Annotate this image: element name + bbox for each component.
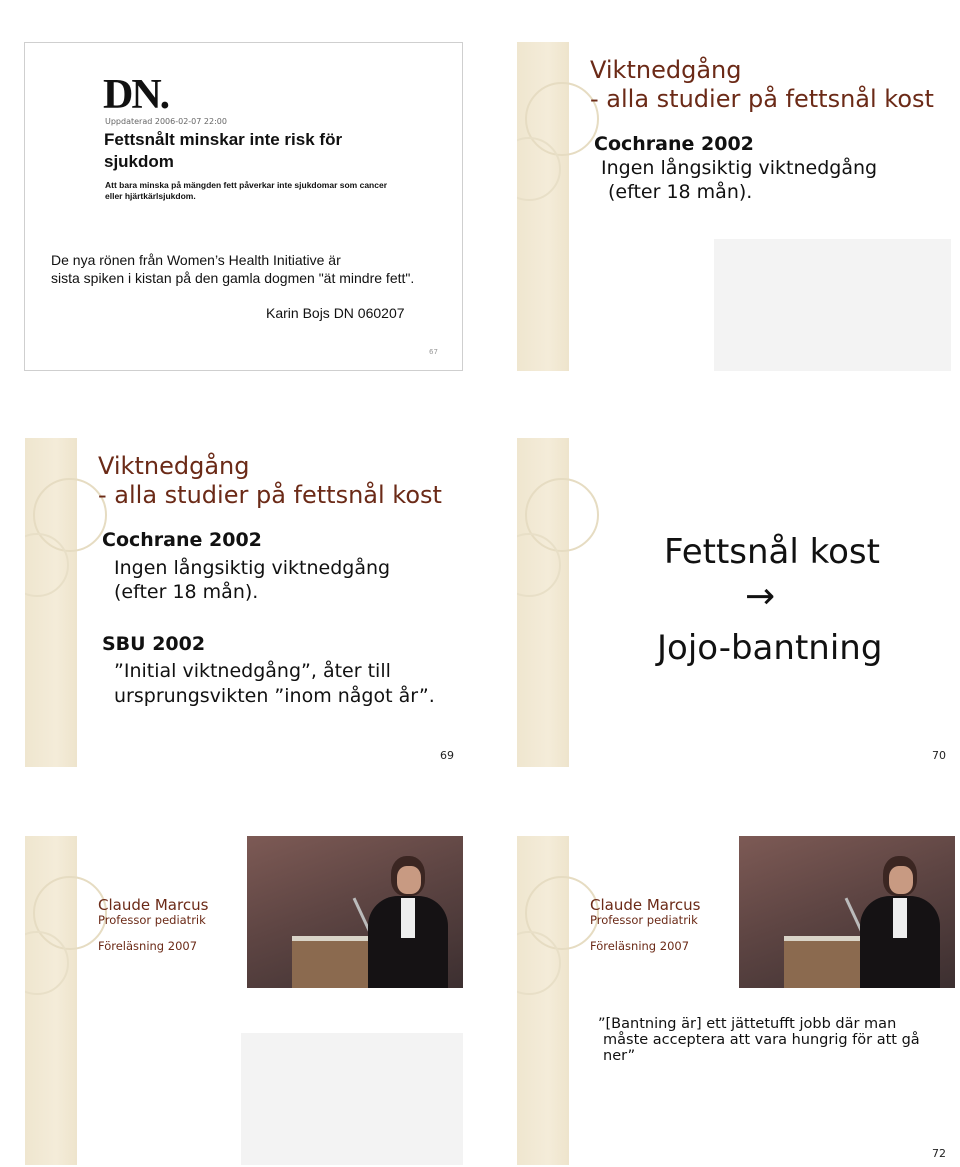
slide-title-line-2: - alla studier på fettsnål kost — [98, 481, 442, 509]
slide-body-line-2: (efter 18 mån). — [608, 181, 753, 203]
slide-body-line-1: Ingen långsiktig viktnedgång — [601, 157, 878, 179]
slide-line-1: Fettsnål kost — [664, 532, 880, 572]
slide-subhead: Cochrane 2002 — [594, 133, 754, 155]
dn-headline: Fettsnålt minskar inte risk för sjukdom — [104, 130, 343, 171]
page-number: 69 — [440, 749, 454, 762]
slide-body-2-line-2: ursprungsvikten ”inom något år”. — [114, 685, 435, 707]
speaker-photo — [739, 836, 955, 988]
speaker-event: Föreläsning 2007 — [98, 939, 198, 953]
slide-decoration — [25, 836, 77, 1165]
slide-68 — [517, 42, 955, 371]
slide-decoration — [25, 438, 77, 767]
page-number: 72 — [932, 1147, 946, 1160]
arrow-icon: → — [745, 576, 776, 617]
slide-title-line-1: Viktnedgång — [98, 452, 250, 480]
slide-title-line-1: Viktnedgång — [590, 56, 742, 84]
slide-line-2: Jojo-bantning — [657, 628, 883, 668]
slide-decoration — [517, 42, 569, 371]
quote-line-2: sista spiken i kistan på den gamla dogmen "ät mindre fett". — [51, 270, 415, 286]
slide-subhead-1: Cochrane 2002 — [102, 529, 262, 551]
quote-line-1: ”[Bantning är] ett jättetufft jobb där man — [598, 1016, 897, 1032]
dn-logo: DN. — [103, 72, 169, 118]
slide-body-1-line-2: (efter 18 mån). — [114, 581, 259, 603]
speaker-photo — [247, 836, 463, 988]
slide-71 — [25, 836, 463, 1165]
slide-decoration — [517, 438, 569, 767]
blank-region — [714, 239, 951, 371]
speaker-role: Professor pediatrik — [98, 913, 206, 927]
slide-body-2-line-1: ”Initial viktnedgång”, åter till — [114, 660, 391, 682]
speaker-role: Professor pediatrik — [590, 913, 698, 927]
slide-body-1-line-1: Ingen långsiktig viktnedgång — [114, 557, 391, 579]
slide-69 — [25, 438, 463, 767]
slide-title-line-2: - alla studier på fettsnål kost — [590, 85, 934, 113]
speaker-name: Claude Marcus — [98, 896, 209, 914]
quote-line-1: De nya rönen från Women’s Health Initiative är — [51, 252, 341, 268]
blank-region — [241, 1033, 463, 1165]
slide-subhead-2: SBU 2002 — [102, 633, 206, 655]
dn-timestamp: Uppdaterad 2006-02-07 22:00 — [105, 117, 227, 126]
page-number: 70 — [932, 749, 946, 762]
slide-70 — [517, 438, 955, 767]
quote-line-2: måste acceptera att vara hungrig för att gå — [603, 1032, 920, 1048]
slide-72 — [517, 836, 955, 1165]
dn-lead: Att bara minska på mängden fett påverkar inte sjukdomar som cancer eller hjärtkärlsjukdom. — [105, 180, 388, 201]
speaker-event: Föreläsning 2007 — [590, 939, 690, 953]
quote-line-3: ner” — [603, 1048, 636, 1064]
slide-67 — [24, 42, 463, 371]
attribution: Karin Bojs DN 060207 — [266, 305, 405, 321]
page-number: 67 — [429, 348, 438, 356]
speaker-name: Claude Marcus — [590, 896, 701, 914]
slide-decoration — [517, 836, 569, 1165]
